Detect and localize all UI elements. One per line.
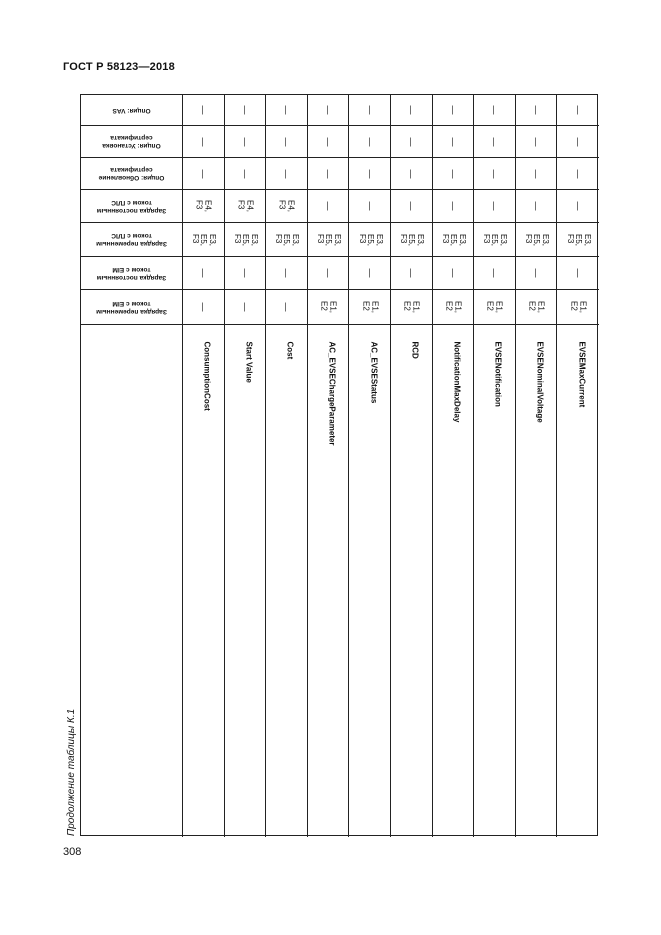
table-cell bbox=[516, 290, 558, 325]
table-cell bbox=[433, 257, 475, 290]
row-header-cell bbox=[81, 158, 183, 190]
parameter-name: EVSENominalVoltage bbox=[535, 341, 545, 423]
parameter-name-cell bbox=[557, 325, 599, 837]
table-cell bbox=[516, 223, 558, 257]
table-cell bbox=[557, 158, 599, 190]
table-cell bbox=[183, 190, 225, 223]
cell-dash: — bbox=[573, 201, 584, 211]
table-cell bbox=[516, 158, 558, 190]
table-cell bbox=[183, 126, 225, 158]
row-header-cell bbox=[81, 257, 183, 290]
table-cell bbox=[308, 223, 350, 257]
parameter-name: ConsumptionCost bbox=[202, 341, 212, 411]
cell-dash: — bbox=[406, 169, 417, 178]
cell-value: E1, E2 bbox=[320, 300, 338, 314]
table-cell bbox=[474, 158, 516, 190]
row-header-cell bbox=[81, 223, 183, 257]
row-header-label: Зарядка постоянным током с ПЛС bbox=[96, 199, 167, 214]
parameter-name: Cost bbox=[285, 341, 295, 360]
cell-dash: — bbox=[448, 268, 459, 278]
table-continuation-caption: Продолжение таблицы К.1 bbox=[66, 708, 77, 836]
table-cell bbox=[266, 257, 308, 290]
table-cell bbox=[308, 126, 350, 158]
table-cell bbox=[225, 223, 267, 257]
cell-dash: — bbox=[240, 302, 251, 312]
cell-value: E1, E2 bbox=[486, 300, 504, 314]
table-cell bbox=[391, 223, 433, 257]
table-cell bbox=[557, 95, 599, 126]
cell-dash: — bbox=[406, 268, 417, 278]
cell-dash: — bbox=[531, 105, 542, 115]
cell-dash: — bbox=[448, 105, 459, 115]
table-cell bbox=[557, 257, 599, 290]
table-cell bbox=[349, 290, 391, 325]
cell-value: E3, E5, F3 bbox=[274, 233, 301, 246]
table-cell bbox=[308, 190, 350, 223]
page-number: 308 bbox=[63, 846, 82, 858]
cell-dash: — bbox=[365, 201, 376, 211]
table-cell bbox=[474, 95, 516, 126]
table-cell bbox=[266, 158, 308, 190]
cell-dash: — bbox=[448, 137, 459, 146]
row-header-cell bbox=[81, 126, 183, 158]
cell-dash: — bbox=[489, 105, 500, 115]
parameter-name-cell bbox=[308, 325, 350, 837]
table-cell bbox=[183, 223, 225, 257]
parameter-name: AC_EVSEStatus bbox=[369, 341, 379, 404]
table-cell bbox=[391, 257, 433, 290]
table-cell bbox=[225, 290, 267, 325]
cell-dash: — bbox=[240, 105, 251, 115]
row-header-label: Опция: Обновление сертификата bbox=[98, 166, 165, 182]
table-cell bbox=[433, 158, 475, 190]
parameter-name: Start Value bbox=[244, 341, 254, 383]
cell-value: E3, E5, F3 bbox=[482, 233, 509, 246]
row-header-label: Зарядка переменным током с ПЛС bbox=[96, 232, 167, 248]
cell-value: E1, E2 bbox=[444, 300, 463, 314]
cell-dash: — bbox=[323, 201, 334, 211]
table-cell bbox=[433, 190, 475, 223]
cell-value: E3, E5, F3 bbox=[357, 233, 384, 246]
table-cell bbox=[516, 126, 558, 158]
table-cell bbox=[266, 190, 308, 223]
table-cell bbox=[266, 223, 308, 257]
table-cell bbox=[516, 95, 558, 126]
cell-dash: — bbox=[531, 201, 542, 211]
cell-value: E4, F3 bbox=[236, 199, 255, 213]
table-cell bbox=[474, 126, 516, 158]
table-cell bbox=[308, 290, 350, 325]
cell-value: E4, F3 bbox=[278, 199, 296, 213]
cell-dash: — bbox=[573, 169, 584, 178]
table-cell bbox=[349, 190, 391, 223]
cell-dash: — bbox=[281, 137, 292, 146]
table-cell bbox=[557, 190, 599, 223]
table-cell bbox=[433, 290, 475, 325]
cell-dash: — bbox=[365, 105, 376, 115]
table-cell bbox=[266, 290, 308, 325]
cell-dash: — bbox=[489, 201, 500, 211]
table-cell bbox=[433, 126, 475, 158]
cell-dash: — bbox=[198, 105, 209, 115]
parameter-name-cell bbox=[349, 325, 391, 837]
row-header-label: Опция: Установка сертификата bbox=[102, 134, 161, 150]
table-cell bbox=[183, 257, 225, 290]
standard-header: ГОСТ Р 58123—2018 bbox=[63, 61, 175, 73]
table-cell bbox=[225, 126, 267, 158]
cell-dash: — bbox=[489, 268, 500, 278]
cell-dash: — bbox=[365, 169, 376, 178]
parameter-name-cell bbox=[516, 325, 558, 837]
table-cell bbox=[433, 223, 475, 257]
cell-dash: — bbox=[365, 137, 376, 146]
table-cell bbox=[349, 257, 391, 290]
row-header-label: Зарядка переменным током с EIM bbox=[96, 300, 167, 315]
cell-value: E3, E5, F3 bbox=[523, 233, 550, 246]
table-cell bbox=[183, 158, 225, 190]
table-cell bbox=[391, 95, 433, 126]
cell-value: E4, F3 bbox=[195, 199, 213, 213]
table-cell bbox=[183, 290, 225, 325]
parameter-name-cell bbox=[266, 325, 308, 837]
cell-dash: — bbox=[281, 105, 292, 115]
cell-value: E3, E5, F3 bbox=[232, 233, 259, 246]
cell-dash: — bbox=[198, 169, 209, 178]
table-cell bbox=[183, 95, 225, 126]
cell-value: E3, E5, F3 bbox=[565, 233, 592, 246]
row-header-label: Зарядка постоянным током с EIM bbox=[96, 266, 167, 281]
cell-dash: — bbox=[281, 302, 292, 312]
table-cell bbox=[225, 190, 267, 223]
parameter-name-cell bbox=[391, 325, 433, 837]
cell-dash: — bbox=[281, 268, 292, 278]
cell-dash: — bbox=[448, 169, 459, 178]
cell-value: E1, E2 bbox=[570, 300, 588, 314]
parameter-name-cell bbox=[183, 325, 225, 837]
cell-dash: — bbox=[573, 137, 584, 146]
cell-dash: — bbox=[531, 169, 542, 178]
parameter-name-cell bbox=[225, 325, 267, 837]
parameter-name: AC_EVSEChargeParameter bbox=[327, 341, 337, 446]
table-cell bbox=[349, 158, 391, 190]
table-cell bbox=[225, 257, 267, 290]
cell-dash: — bbox=[573, 105, 584, 115]
table-cell bbox=[474, 257, 516, 290]
parameter-name-cell bbox=[433, 325, 475, 837]
cell-value: E1, E2 bbox=[528, 300, 546, 314]
table-cell bbox=[474, 190, 516, 223]
parameter-name: EVSEMaxCurrent bbox=[577, 341, 587, 408]
table-cell bbox=[557, 223, 599, 257]
cell-dash: — bbox=[323, 268, 334, 278]
cell-dash: — bbox=[323, 169, 334, 178]
cell-dash: — bbox=[323, 105, 334, 115]
requirements-table bbox=[80, 94, 598, 836]
cell-dash: — bbox=[406, 105, 417, 115]
table-cell bbox=[516, 190, 558, 223]
parameter-name: NotificationMaxDelay bbox=[452, 341, 462, 423]
table-cell bbox=[266, 126, 308, 158]
table-cell bbox=[308, 95, 350, 126]
table-cell bbox=[308, 158, 350, 190]
table-cell bbox=[225, 95, 267, 126]
cell-dash: — bbox=[406, 137, 417, 146]
table-cell bbox=[433, 95, 475, 126]
cell-dash: — bbox=[489, 137, 500, 146]
corner-cell bbox=[81, 325, 183, 837]
cell-dash: — bbox=[323, 137, 334, 146]
cell-value: E3, E5, F3 bbox=[315, 233, 342, 246]
table-cell bbox=[391, 158, 433, 190]
cell-dash: — bbox=[573, 268, 584, 278]
table-cell bbox=[474, 290, 516, 325]
row-header-cell bbox=[81, 190, 183, 223]
table-cell bbox=[391, 290, 433, 325]
table-cell bbox=[474, 223, 516, 257]
cell-dash: — bbox=[240, 169, 251, 178]
cell-dash: — bbox=[531, 137, 542, 146]
parameter-name-cell bbox=[474, 325, 516, 837]
cell-dash: — bbox=[281, 169, 292, 178]
cell-value: E3, E5, F3 bbox=[399, 233, 426, 246]
table-cell bbox=[391, 190, 433, 223]
table-cell bbox=[266, 95, 308, 126]
row-header-label: Опция: VAS bbox=[112, 107, 151, 114]
cell-value: E1, E2 bbox=[361, 300, 380, 314]
table-cell bbox=[516, 257, 558, 290]
table-cell bbox=[349, 126, 391, 158]
cell-dash: — bbox=[489, 169, 500, 178]
parameter-name: RCD bbox=[410, 341, 420, 359]
table-cell bbox=[391, 126, 433, 158]
cell-dash: — bbox=[240, 268, 251, 278]
table-cell bbox=[349, 223, 391, 257]
table-cell bbox=[557, 290, 599, 325]
cell-value: E3, E5, F3 bbox=[191, 233, 218, 246]
cell-dash: — bbox=[406, 201, 417, 211]
table-cell bbox=[308, 257, 350, 290]
cell-dash: — bbox=[198, 302, 209, 312]
row-header-cell bbox=[81, 290, 183, 325]
cell-value: E3, E5, F3 bbox=[440, 233, 467, 246]
parameter-name: EVSENotification bbox=[493, 341, 503, 407]
table-cell bbox=[557, 126, 599, 158]
cell-value: E1, E2 bbox=[403, 300, 421, 314]
row-header-cell bbox=[81, 95, 183, 126]
cell-dash: — bbox=[531, 268, 542, 278]
cell-dash: — bbox=[365, 268, 376, 278]
table-cell bbox=[349, 95, 391, 126]
table-cell bbox=[225, 158, 267, 190]
cell-dash: — bbox=[448, 201, 459, 211]
cell-dash: — bbox=[198, 137, 209, 146]
cell-dash: — bbox=[198, 268, 209, 278]
cell-dash: — bbox=[240, 137, 251, 146]
